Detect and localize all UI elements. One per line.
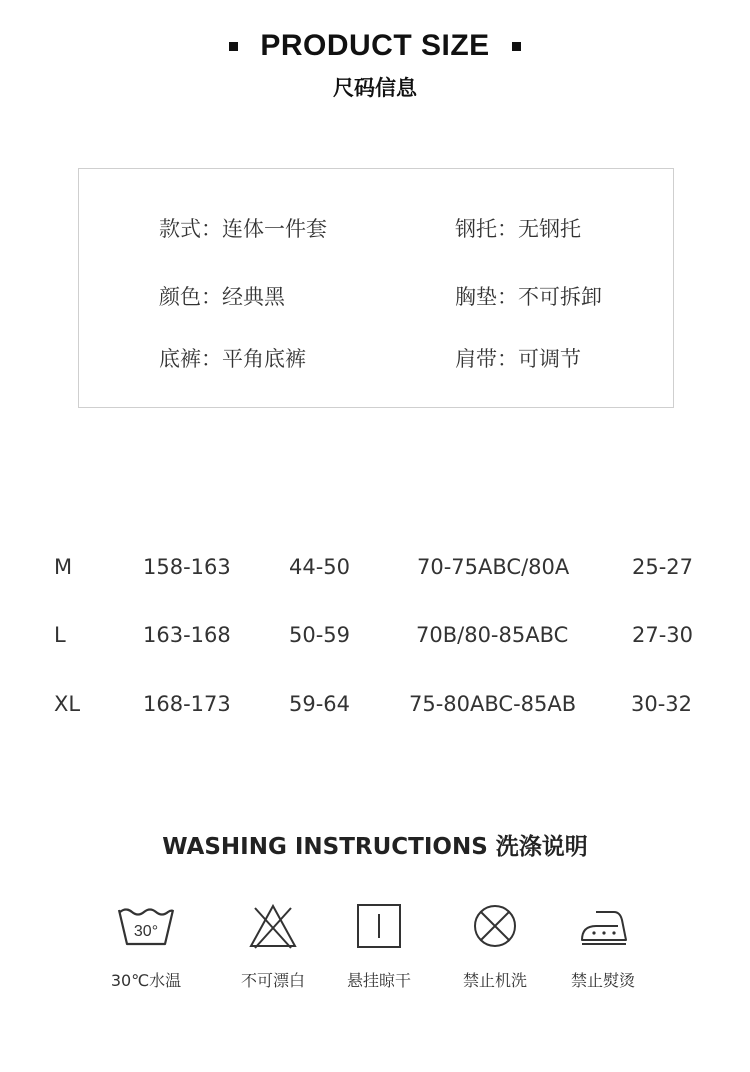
wash-item-30c xyxy=(91,898,201,991)
wash-item-no-iron xyxy=(548,898,658,991)
wash-label: 禁止机洗 xyxy=(462,971,527,990)
info-underwire: 钢托：无钢托 xyxy=(455,217,581,241)
wash-item-no-bleach xyxy=(218,898,328,991)
bra-cell: 70-75ABC/80A xyxy=(417,555,570,579)
table-row xyxy=(0,623,750,653)
waist-cell: 30-32 xyxy=(631,692,693,716)
size-cell: M xyxy=(54,555,73,579)
table-row xyxy=(0,692,750,722)
washing-heading: WASHING INSTRUCTIONS 洗涤说明 xyxy=(162,834,588,860)
weight-cell: 59-64 xyxy=(289,692,351,716)
title-bullet-left xyxy=(229,42,238,51)
page-title-row xyxy=(0,26,750,66)
product-info-box xyxy=(78,168,674,408)
size-cell: XL xyxy=(54,692,81,716)
info-style: 款式：连体一件套 xyxy=(159,217,327,241)
height-cell: 158-163 xyxy=(143,555,231,579)
weight-cell: 44-50 xyxy=(289,555,351,579)
no-bleach-icon xyxy=(218,898,328,954)
wash-label: 不可漂白 xyxy=(240,971,305,990)
size-cell: L xyxy=(54,623,66,647)
no-machine-wash-icon xyxy=(440,898,550,954)
title-bullet-right xyxy=(512,42,521,51)
table-row xyxy=(0,555,750,585)
page-subtitle: 尺码信息 xyxy=(333,76,417,100)
weight-cell: 50-59 xyxy=(289,623,351,647)
bra-cell: 70B/80-85ABC xyxy=(416,623,569,647)
info-color: 颜色：经典黑 xyxy=(159,285,285,309)
wash-item-line-dry xyxy=(324,898,434,991)
info-strap: 肩带：可调节 xyxy=(455,347,581,371)
wash-label: 30℃水温 xyxy=(110,971,182,990)
height-cell: 168-173 xyxy=(143,692,231,716)
info-padding: 胸垫：不可拆卸 xyxy=(455,285,602,309)
waist-cell: 27-30 xyxy=(632,623,694,647)
wash-30-icon xyxy=(91,898,201,954)
line-dry-icon xyxy=(324,898,434,954)
waist-cell: 25-27 xyxy=(632,555,694,579)
bra-cell: 75-80ABC-85AB xyxy=(409,692,577,716)
info-bottom: 底裤：平角底裤 xyxy=(159,347,306,371)
wash-label: 禁止熨烫 xyxy=(570,971,635,990)
wash-item-no-machine-wash xyxy=(440,898,550,991)
wash-label: 悬挂晾干 xyxy=(346,971,411,990)
page-title: PRODUCT SIZE xyxy=(260,29,490,62)
wash-temp-text: 30° xyxy=(133,923,159,940)
no-iron-icon xyxy=(548,898,658,954)
height-cell: 163-168 xyxy=(143,623,231,647)
